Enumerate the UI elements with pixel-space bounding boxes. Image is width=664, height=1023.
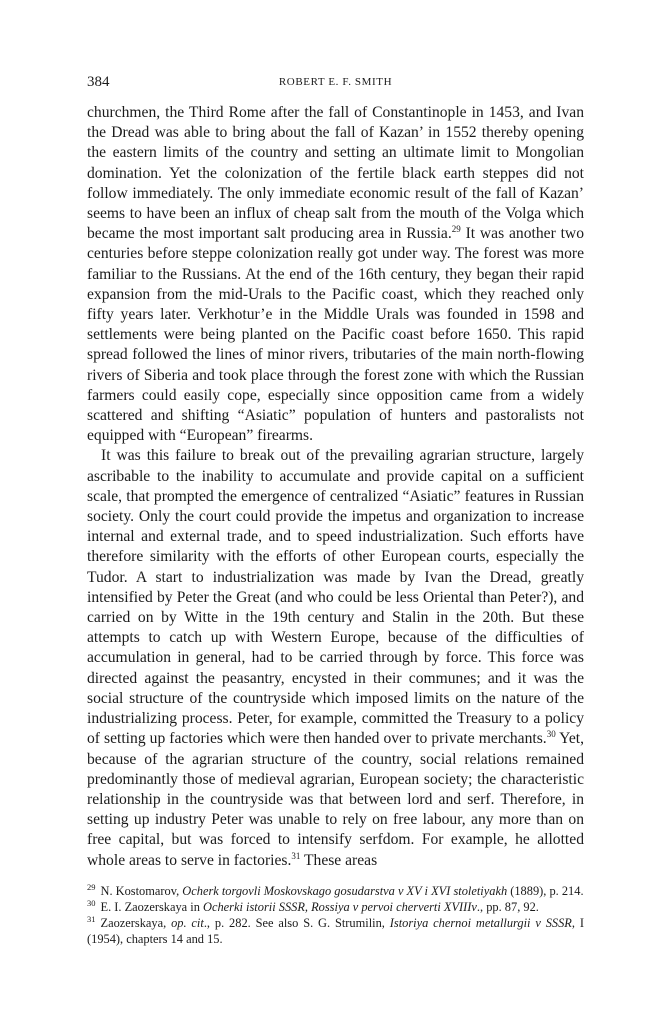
footnote-number: 29 (87, 881, 96, 892)
footnote-title: Istoriya chernoi metallurgii v SSSR (389, 916, 572, 930)
footnote-ref: 29 (451, 224, 461, 235)
page-header (87, 72, 584, 96)
body-text (87, 103, 584, 871)
footnote-text: (1889), p. 214. (507, 884, 584, 898)
paragraph (87, 446, 584, 870)
footnote-title: Ocherk torgovli Moskovskago gosudarstva v XV i XVI stoletiyakh (182, 884, 508, 898)
footnote-text: ., pp. 87, 92. (476, 900, 539, 914)
footnote (87, 899, 584, 915)
footnote-text: ., p. 282. See also S. G. Strumilin, (203, 916, 390, 930)
paragraph-text: Yet, because of the agrarian structure of the country, social relations remained predominantly those of medieval agrarian, European society; the characteristic relationship in the countryside was that between lord and serf. Therefore, in setting up industry Peter was unable to rely on free labour, any more than on free capital, but was forced to intensify serfdom. For example, he allotted whole areas to serve in factories. (87, 730, 585, 869)
running-head: ROBERT E. F. SMITH (278, 76, 393, 88)
footnote-number: 31 (87, 913, 96, 924)
footnote-number: 30 (87, 897, 96, 908)
footnote-text: , I (1954), chapters 14 and 15. (87, 916, 584, 946)
footnote (87, 915, 584, 947)
paragraph-text: These areas (300, 851, 378, 869)
footnote-text: N. Kostomarov, (100, 884, 183, 898)
footnote-title: op. cit (171, 916, 204, 930)
footnote-ref: 31 (291, 850, 301, 861)
footnote-ref: 30 (546, 729, 556, 740)
page-number: 384 (87, 74, 110, 90)
paragraph-text: churchmen, the Third Rome after the fall of Constantinople in 1453, and Ivan the Dread was able to bring about the fall of Kazan’ in 1552 thereby opening the eastern limits of the country and setting an ultimate limit to Mongolian domination. Yet the colonization of the fertile black earth steppes did not follow immediately. The only immediate economic result of the fall of Kazan’ seems to have been an influx of cheap salt from the mouth of the Volga which became the most important salt producing area in Russia. (87, 104, 584, 243)
footnote-text: E. I. Zaozerskaya in (100, 900, 204, 914)
paragraph (87, 103, 584, 446)
footnotes (87, 883, 584, 947)
footnote (87, 883, 584, 899)
footnote-title: Ocherki istorii SSSR, Rossiya v pervoi cherverti XVIIIv (203, 900, 477, 914)
paragraph-text: It was another two centuries before steppe colonization really got under way. The forest was more familiar to the Russians. At the end of the 16th century, they began their rapid expansion from the mid-Urals to the Pacific coast, which they reached only fifty years later. Verkhotur’e in the Middle Urals was founded in 1598 and settlements were being planted on the Pacific coast before 1650. This rapid spread followed the lines of minor rivers, tributaries of the main north-flowing rivers of Siberia and took place through the forest zone with which the Russian farmers could easily cope, especially since opposition came from a widely scattered and shifting “Asiatic” population of hunters and pastoralists not equipped with “European” firearms. (87, 225, 584, 445)
paragraph-text: It was this failure to break out of the prevailing agrarian structure, largely ascribable to the inability to accumulate and provide capital on a sufficient scale, that prompted the emergence of centralized “Asiatic” features in Russian society. Only the court could provide the impetus and organization to increase internal and external trade, and to speed industrialization. Such efforts have therefore similarity with the efforts of other European courts, especially the Tudor. A start to industrialization was made by Ivan the Dread, greatly intensified by Peter the Great (and who could be less Oriental than Peter?), and carried on by Witte in the 19th century and Stalin in the 20th. But these attempts to catch up with Western Europe, because of the difficulties of accumulation in general, had to be carried through by force. This force was directed against the peasantry, encysted in their communes; and it was the social structure of the countryside which imposed limits on the nature of the industrializing process. Peter, for example, committed the Treasury to a policy of setting up factories which were then handed over to private merchants. (87, 447, 584, 748)
footnote-text: Zaozerskaya, (100, 916, 172, 930)
